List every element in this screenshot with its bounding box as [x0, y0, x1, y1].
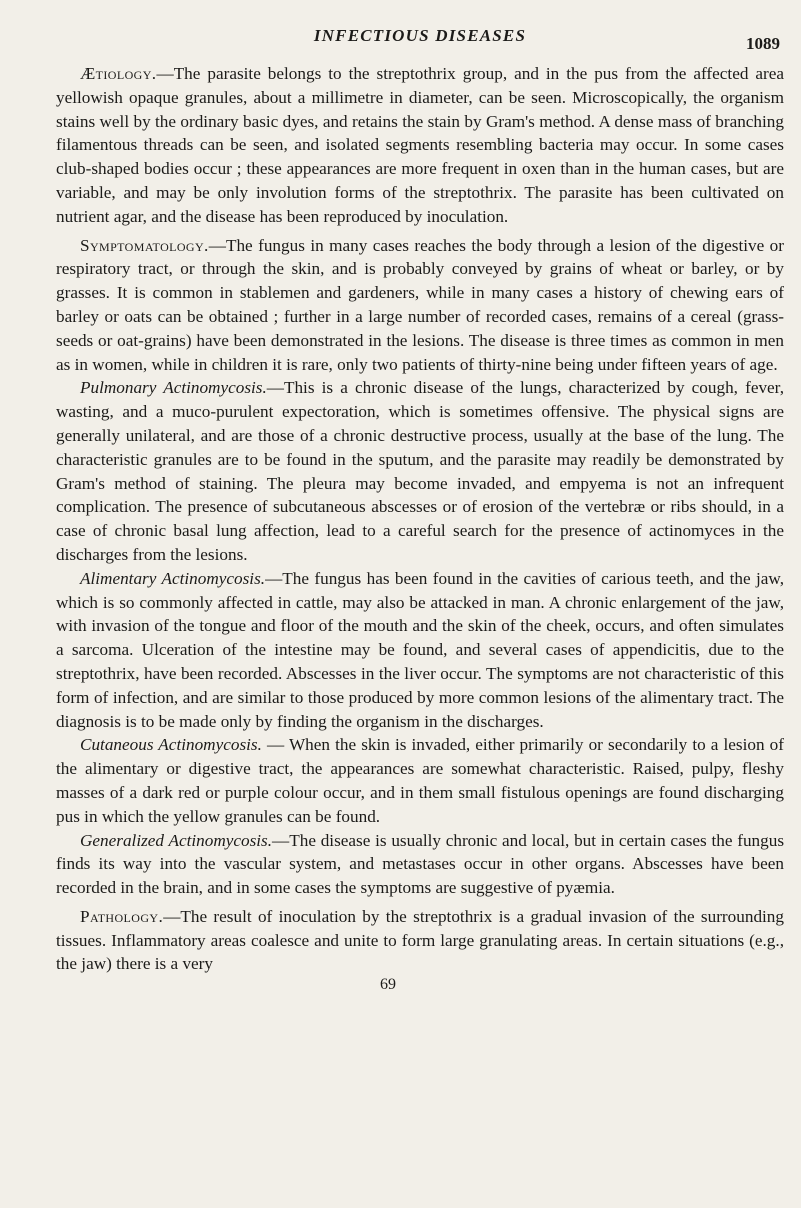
text-symptomatology: —The fungus in many cases reaches the body through a lesion of the digestive or respiratory tract, or through the skin, and is probably conveyed by grains of wheat or barley, or by grasses. It is common in stablemen and gardeners, while in many cases a history of chewing ears of barley or oats can be obtained ; further in a large number of recorded cases, remains of a cereal (grass-seeds or oat-grains) have been demonstrated in the lesions. The disease is three times as common in men as in women, while in children it is rare, only two patients of thirty-nine being under fifteen years of age. — [56, 235, 784, 374]
running-title: INFECTIOUS DISEASES — [313, 26, 527, 45]
text-alimentary: —The fungus has been found in the cavities of carious teeth, and the jaw, which is so commonly affected in cattle, may also be attacked in man. A chronic enlargement of the jaw, with invasion of the tongue and floor of the mouth and the skin of the cheek, occurs, and often simulates a sarcoma. Ulceration of the intestine may be found, and several cases of appendicitis, due to the streptothrix, have been recorded. Abscesses in the liver occur. The symptoms are not characteristic of this form of infection, and are similar to those produced by more common lesions of the alimentary tract. The diagnosis is to be made only by finding the organism in the discharges. — [56, 568, 785, 731]
book-page — [56, 22, 784, 1000]
text-aetiology: —The parasite belongs to the streptothrix group, and in the pus from the affected area yellowish opaque granules, about a millimetre in diameter, can be seen. Microscopically, the organism stains well by the ordinary basic dyes, and retains the stain by Gram's method. A dense mass of branching filamentous threads can be seen, and isolated segments resembling bacteria may occur. In some cases club-shaped bodies occur ; these appearances are more frequent in oxen than in the human cases, but are variable, and may be only involution forms of the streptothrix. The parasite has been cultivated on nutrient agar, and the disease has been reproduced by inoculation. — [56, 64, 784, 226]
heading-symptomatology: Symptomatology. — [80, 235, 209, 255]
heading-cutaneous: Cutaneous Actinomycosis. — [80, 735, 262, 755]
page-number: 1089 — [746, 34, 780, 53]
text-pathology: —The result of inoculation by the streptothrix is a gradual invasion of the surrounding tissues. Inflammatory areas coalesce and unite to form large granulating areas. In certain situations (e.g., the jaw) there is a very — [56, 906, 784, 974]
text-cutaneous: — When the skin is invaded, either primarily or secondarily to a lesion of the alimentary or digestive tract, the appearances are somewhat characteristic. Raised, pulpy, fleshy masses of a dark red or purple colour occur, and in them small fistulous openings are found discharging pus in which the yellow granules can be found. — [56, 735, 784, 826]
text-pulmonary: —This is a chronic disease of the lungs, characterized by cough, fever, wasting, and a muco-purulent expectoration, which is sometimes offensive. The physical signs are generally unilateral, and are those of a chronic destructive process, usually at the base of the lung. The characteristic granules are to be found in the sputum, and the parasite may readily be demonstrated by Gram's method of staining. The pleura may become invaded, and empyema is not an infrequent complication. The presence of subcutaneous abscesses or of erosion of the vertebræ or ribs should, in a case of chronic basal lung affection, lead to a careful search for the presence of actinomyces in the discharges from the lesions. — [56, 378, 784, 564]
heading-pulmonary: Pulmonary Actinomycosis. — [80, 378, 267, 398]
heading-generalized: Generalized Actinomycosis. — [80, 830, 273, 850]
heading-pathology: Pathology. — [80, 906, 164, 926]
signature-mark: 69 — [380, 976, 396, 994]
paragraph-generalized — [56, 829, 784, 900]
paragraph-cutaneous — [56, 733, 784, 828]
text-generalized: —The disease is usually chronic and local, but in certain cases the fungus finds its way into the vascular system, and metastases occur in other organs. Abscesses have been recorded in the brain, and in some cases the symptoms are suggestive of pyæmia. — [56, 830, 785, 898]
paragraph-pathology — [56, 905, 784, 976]
paragraph-symptomatology — [56, 234, 784, 377]
heading-alimentary: Alimentary Actinomycosis. — [80, 568, 266, 588]
paragraph-aetiology — [56, 62, 784, 229]
paragraph-alimentary — [56, 567, 784, 734]
paragraph-pulmonary — [56, 376, 784, 566]
page-footer — [56, 976, 784, 1000]
page-header — [56, 22, 784, 62]
heading-aetiology: Ætiology. — [80, 64, 157, 83]
